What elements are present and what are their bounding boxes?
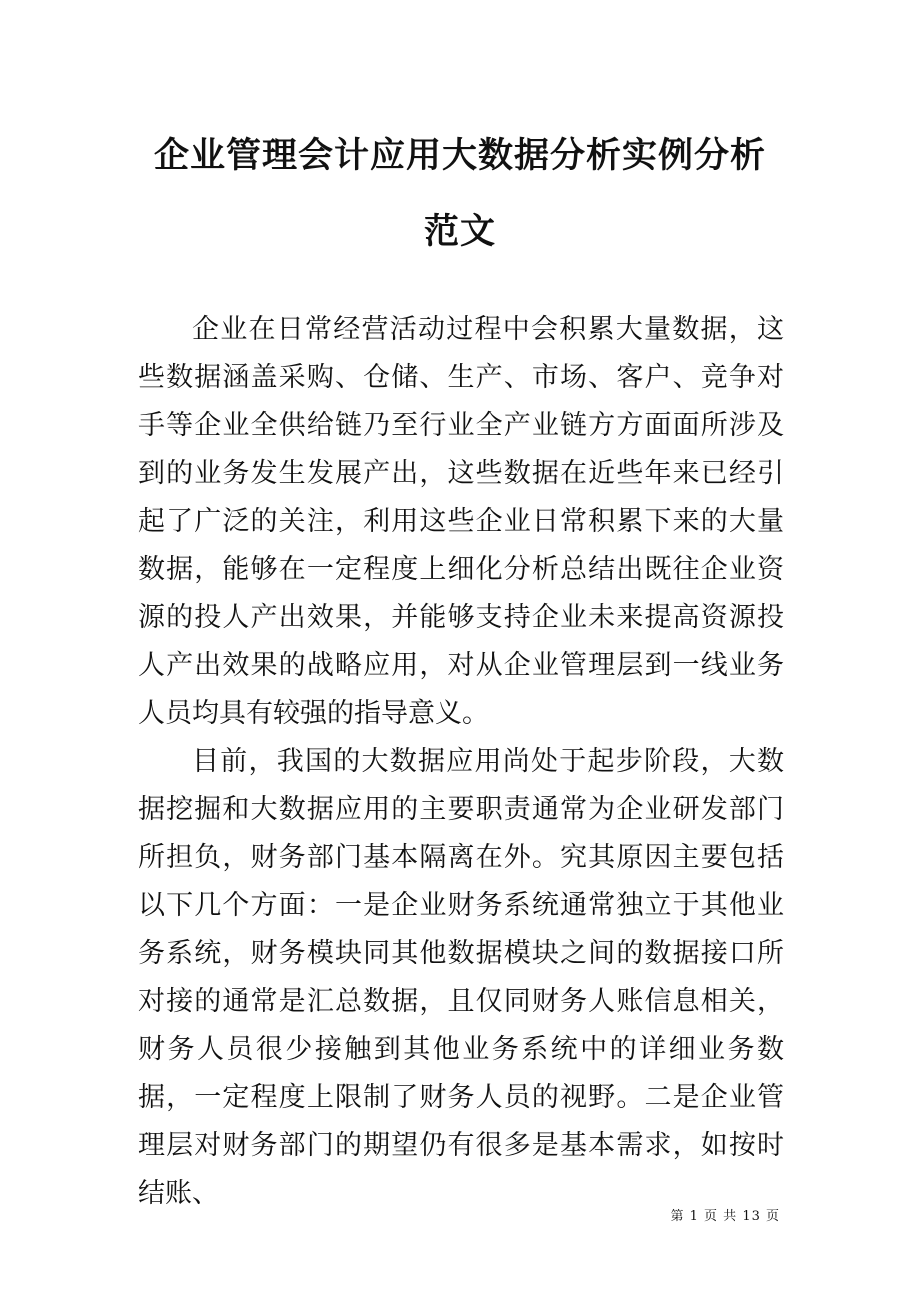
- document-title: 企业管理会计应用大数据分析实例分析范文: [153, 135, 766, 252]
- page-number-footer: 第 1 页 共 13 页: [670, 1209, 780, 1224]
- document-body: [138, 306, 784, 1218]
- paragraph-2: 目前，我国的大数据应用尚处于起步阶段，大数据挖掘和大数据应用的主要职责通常为企业研发部门所担负，财务部门基本隔离在外。究其原因主要包括以下几个方面：一是企业财务系统通常独立于其他业务系统，财务模块同其他数据模块之间的数据接口所对接的通常是汇总数据，且仅同财务人账信息相关，财务人员很少接触到其他业务系统中的详细业务数据，一定程度上限制了财务人员的视野。二是企业管理层对财务部门的期望仍有很多是基本需求，如按时结账、: [138, 746, 784, 1209]
- paragraph-1: 企业在日常经营活动过程中会积累大量数据，这些数据涵盖采购、仓储、生产、市场、客户、竞争对手等企业全供给链乃至行业全产业链方方面面所涉及到的业务发生发展产出，这些数据在近些年来已经引起了广泛的关注，利用这些企业日常积累下来的大量数据，能够在一定程度上细化分析总结出既往企业资源的投人产出效果，并能够支持企业未来提高资源投人产出效果的战略应用，对从企业管理层到一线业务人员均具有较强的指导意义。: [138, 314, 784, 729]
